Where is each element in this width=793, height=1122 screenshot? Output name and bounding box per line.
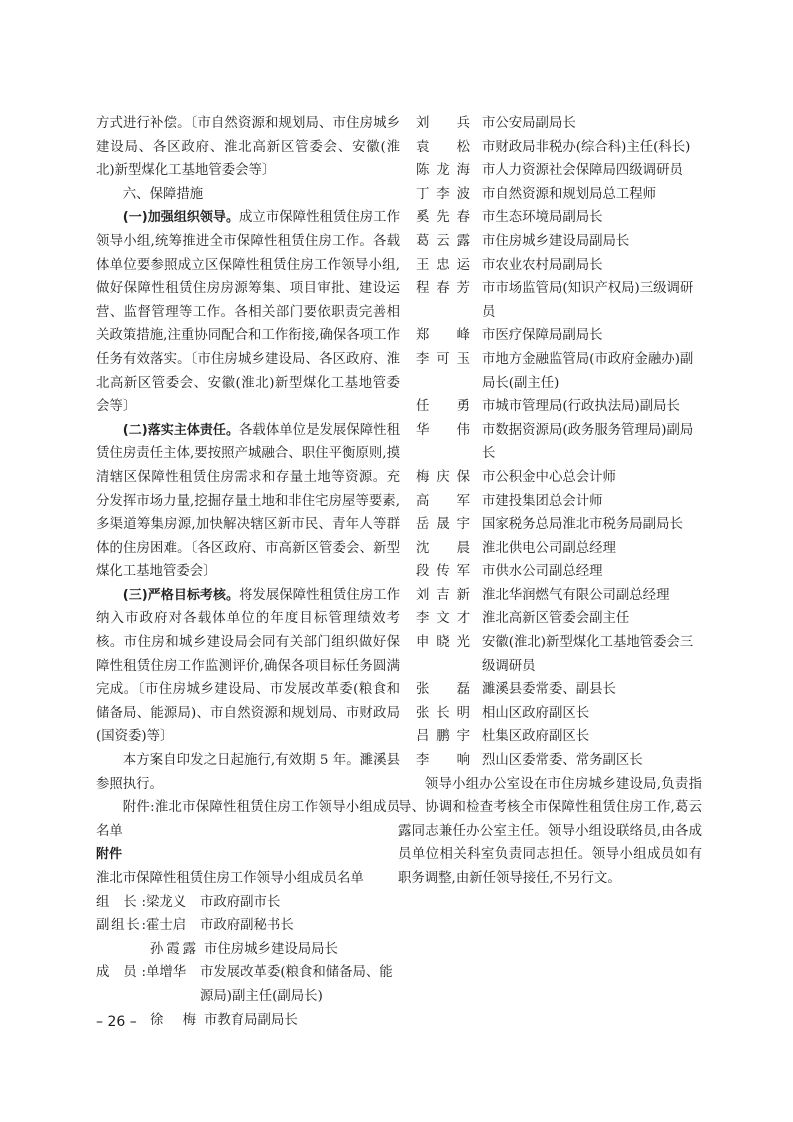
member-name: 岳晟宇 — [416, 517, 470, 533]
assessment-body: 将发展保障性租赁住房工作纳入市政府对各载体单位的年度目标管理绩效考核。市住房和城乡建设局会同有关部门组织做好保障性租赁住房工作监测评价,确保各项目标任务圆满完成。〔市住房城乡建设局、市发展改革委(粮食和储备局、能源局)、市自然资源和规划局、市财政局(国资委)等〕 — [96, 587, 400, 745]
member-role: 市城市管理局(行政执法局)副局长 — [482, 399, 680, 415]
member-role: 市地方金融监管局(市政府金融办)副局长(副主任) — [482, 351, 694, 391]
member-role: 市财政局非税办(综合科)主任(科长) — [482, 139, 691, 155]
member-name: 高 军 — [416, 493, 470, 509]
member-name: 徐 梅 — [150, 1012, 196, 1028]
member-name: 陈龙海 — [416, 163, 470, 179]
attachment-heading: 附件 — [96, 847, 123, 863]
member-role: 市数据资源局(政务服务管理局)副局长 — [482, 422, 694, 462]
member-name: 刘 兵 — [416, 116, 470, 131]
member-row — [416, 513, 702, 537]
vice-leader-name-2: 孙霞露 — [150, 941, 196, 957]
member-role: 烈山区委常委、常务副区长 — [482, 753, 643, 769]
member-row-first — [96, 961, 400, 1008]
member-row — [416, 183, 702, 207]
member-row — [416, 206, 702, 230]
paragraph-compensation: 方式进行补偿。〔市自然资源和规划局、市住房城乡建设局、各区政府、淮北高新区管委会、安徽(淮北)新型煤化工基地管委会等〕 — [96, 116, 400, 179]
subheading-responsibility: (二)落实主体责任。 — [122, 422, 239, 438]
member-name: 张长明 — [416, 705, 470, 721]
member-role: 市住房城乡建设局副局长 — [482, 233, 630, 249]
vice-leader-name: 霍士启 — [146, 918, 187, 934]
member-name: 李可玉 — [416, 351, 470, 367]
member-role: 安徽(淮北)新型煤化工基地管委会三级调研员 — [482, 635, 694, 674]
paragraph-organization — [96, 206, 400, 418]
vice-leader-role: 市政府副秘书长 — [200, 918, 294, 934]
member-name: 郑 峰 — [416, 328, 470, 344]
member-name: 刘吉新 — [416, 587, 470, 603]
member-name: 奚先春 — [416, 210, 470, 226]
member-name: 张 磊 — [416, 682, 470, 698]
member-role: 市自然资源和规划局总工程师 — [482, 186, 657, 202]
member-row — [416, 584, 702, 608]
member-role: 市建投集团总会计师 — [482, 493, 603, 509]
member-role: 国家税务总局淮北市税务局副局长 — [482, 517, 683, 533]
member-row — [416, 607, 702, 631]
member-name: 袁 松 — [416, 139, 470, 155]
member-row — [416, 702, 702, 726]
member-role: 淮北供电公司副总经理 — [482, 540, 616, 556]
member-row — [416, 112, 702, 136]
member-row — [416, 537, 702, 561]
member-role: 市发展改革委(粮食和储备局、能源局)副主任(副局长) — [200, 965, 393, 1004]
member-row — [416, 678, 702, 702]
member-role: 市供水公司副总经理 — [482, 564, 603, 580]
subheading-assessment: (三)严格目标考核。 — [122, 587, 239, 603]
member-name: 王忠运 — [416, 257, 470, 273]
member-role: 淮北高新区管委会副主任 — [482, 611, 630, 627]
member-name: 李文才 — [416, 611, 470, 627]
member-name: 李 响 — [416, 753, 470, 769]
paragraph-office-note: 领导小组办公室设在市住房城乡建设局,负责指导、协调和检查考核全市保障性租赁住房工作,葛云露同志兼任办公室主任。领导小组设联络员,由各成员单位相关科室负责同志担任。领导小组成员如有职务调整,由新任领导接任,不另行文。 — [398, 776, 702, 886]
member-role: 市教育局副局长 — [204, 1012, 298, 1028]
member-role: 濉溪县委常委、副县长 — [482, 682, 616, 698]
member-name: 段传军 — [416, 564, 470, 580]
member-label: 成 员: — [96, 965, 146, 981]
member-row — [416, 749, 702, 773]
member-role: 淮北华润燃气有限公司副总经理 — [482, 587, 670, 603]
leader-name: 梁龙义 — [146, 894, 187, 910]
member-name: 申晓光 — [416, 635, 470, 651]
member-name: 梅庆保 — [416, 469, 470, 485]
member-row — [416, 466, 702, 490]
paragraph-attachment-note: 附件:淮北市保障性租赁住房工作领导小组成员名单 — [96, 800, 400, 839]
member-row — [416, 395, 702, 419]
member-row — [416, 631, 702, 678]
member-list — [416, 112, 702, 773]
vice-leader-row — [96, 914, 400, 938]
member-role: 市农业农村局副局长 — [482, 257, 603, 273]
member-row — [416, 230, 702, 254]
member-row — [416, 490, 702, 514]
paragraph-responsibility — [96, 419, 400, 584]
vice-leader-label: 副组长: — [96, 918, 146, 934]
member-role: 市市场监管局(知识产权局)三级调研员 — [482, 281, 694, 320]
member-name: 丁李波 — [416, 186, 470, 202]
member-row — [416, 560, 702, 584]
member-role: 相山区政府副区长 — [482, 705, 590, 721]
member-name: 沈 晨 — [416, 540, 470, 556]
left-column — [96, 112, 400, 1032]
responsibility-body: 各载体单位是发展保障性租赁住房责任主体,要按照产城融合、职住平衡原则,摸清辖区保障性租赁住房需求和存量土地等资源。充分发挥市场力量,挖掘存量土地和非住宅房屋等要素,多渠道筹集房源,加快解决辖区新市民、青年人等群体的住房困难。〔各区政府、市高新区管委会、新型煤化工基地管委会〕 — [96, 422, 400, 580]
subheading-organization: (一)加强组织领导。 — [122, 210, 239, 226]
member-row — [416, 419, 702, 466]
member-role: 市生态环境局副局长 — [482, 210, 603, 226]
section-heading-safeguards: 六、保障措施 — [122, 186, 204, 202]
organization-body: 成立市保障性租赁住房工作领导小组,统筹推进全市保障性租赁住房工作。各载体单位要参照成立区保障性租赁住房工作领导小组,做好保障性租赁住房房源筹集、项目审批、建设运营、监督管理等工作。各相关部门要依职责完善相关政策措施,注重协同配合和工作衔接,确保各项工作任务有效落实。〔市住房城乡建设局、各区政府、淮北高新区管委会、安徽(淮北)新型煤化工基地管委会等〕 — [96, 210, 400, 415]
member-row-second — [96, 1009, 400, 1033]
paragraph-validity: 本方案自印发之日起施行,有效期 5 年。濉溪县参照执行。 — [96, 753, 400, 792]
member-role: 市人力资源社会保障局四级调研员 — [482, 163, 683, 179]
member-row — [416, 136, 702, 160]
member-role: 杜集区政府副区长 — [482, 729, 590, 745]
page-number: – 26 – — [96, 1014, 137, 1030]
leader-label: 组 长: — [96, 894, 146, 910]
member-name: 程春芳 — [416, 281, 470, 297]
leader-role: 市政府副市长 — [200, 894, 281, 910]
member-row — [416, 159, 702, 183]
member-name: 单增华 — [146, 965, 187, 981]
paragraph-assessment — [96, 584, 400, 749]
member-name: 任 勇 — [416, 399, 470, 415]
member-role: 市医疗保障局副局长 — [482, 328, 603, 344]
member-row — [416, 254, 702, 278]
member-row — [416, 324, 702, 348]
leader-row — [96, 891, 400, 915]
vice-leader-row-2 — [96, 938, 400, 962]
member-row — [416, 725, 702, 749]
right-column — [398, 112, 702, 891]
member-row — [416, 348, 702, 395]
member-name: 葛云露 — [416, 233, 470, 249]
member-row — [416, 277, 702, 324]
member-name: 华 伟 — [416, 422, 470, 438]
vice-leader-role-2: 市住房城乡建设局局长 — [204, 941, 338, 957]
member-role: 市公安局副局长 — [482, 116, 576, 131]
member-name: 吕鹏宇 — [416, 729, 470, 745]
attachment-title: 淮北市保障性租赁住房工作领导小组成员名单 — [96, 871, 364, 886]
member-role: 市公积金中心总会计师 — [482, 469, 616, 485]
